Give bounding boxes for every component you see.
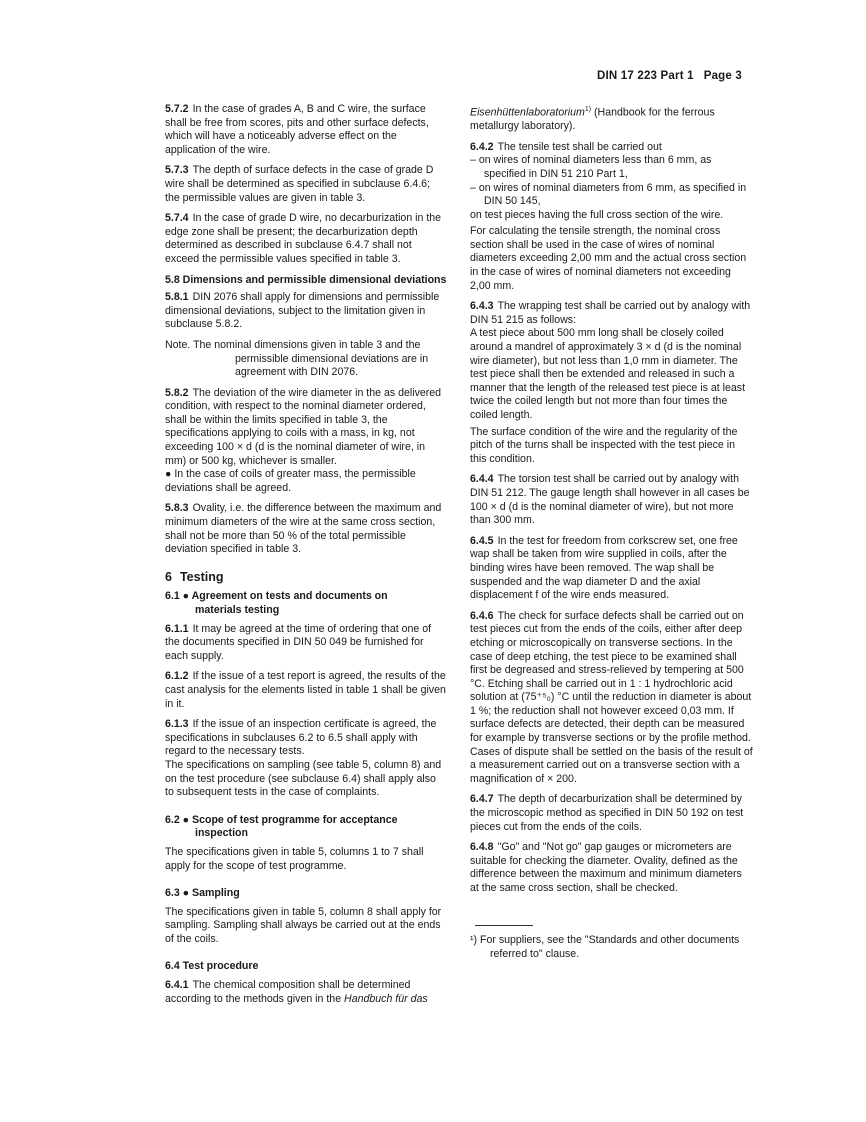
dash-item-1: – on wires of nominal diameters less than 6 mm, as specified in DIN 51 210 Part 1, <box>470 154 712 180</box>
heading-5-8: 5.8 Dimensions and permissible dimensional deviations <box>165 273 447 286</box>
document-number: DIN 17 223 Part 1 <box>596 70 694 82</box>
heading-6-1: 6.1 ● Agreement on tests and documents on materials testing <box>165 590 388 616</box>
clause-6-4-5: 6.4.5 In the test for freedom from corkscrew set, one free wap shall be taken from wire supplied in coils, after the binding wires have been removed. The wap shall be suspended and the wap diameter D and the axial displacement f of the wire ends measured. <box>470 534 738 602</box>
clause-6-4-6: 6.4.6 The check for surface defects shall be carried out on test pieces cut from the ends of the coils, either after deep etching or microscopically on transverse sections. In the case of deep etching, the test piece to be examined shall first be degreased and stress-relieved by tempering at 500 °C. Etching shall be carried out in 1 : 1 hydrochloric acid solution at (75⁺⁵₀) °C until the reduction in diameter is about 1 %; the reduction shall not however exceed 0,03 mm. If surface defects are detected, their depth can be measured for example by transverse sections or by the profile method. Cases of dispute shall be settled on the basis of the result of a measurement carried out on a transverse section with a magnification of × 200. <box>470 609 753 785</box>
clause-5-8-1: 5.8.1 DIN 2076 shall apply for dimensions and permissible dimensional deviations, subject to the limitation given in subclause 5.8.2. <box>165 291 440 331</box>
page-number: Page 3 <box>703 70 742 82</box>
dash-item-2: – on wires of nominal diameters from 6 mm, as specified in DIN 50 145, <box>470 181 747 208</box>
heading-6-4: 6.4 Test procedure <box>165 960 259 973</box>
section-6-heading: 6 Testing <box>165 569 224 584</box>
heading-6-3: 6.3 ● Sampling <box>165 887 240 900</box>
clause-5-8-3: 5.8.3 Ovality, i.e. the difference between the maximum and minimum diameters of the wire at the same cross section, shall not be more than 50 % of the total permissible deviation specified in table 3. <box>165 502 442 556</box>
clause-6-1-3: 6.1.3 If the issue of an inspection certificate is agreed, the specifications in subclauses 6.2 to 6.5 shall apply with regard to the necessary tests. <box>165 718 437 758</box>
clause-6-4-2-b: on test pieces having the full cross section of the wire. <box>470 208 724 221</box>
page-header <box>597 70 742 82</box>
note: Note. The nominal dimensions given in table 3 and the permissible dimensional deviations are in agreement with DIN 2076. <box>165 338 429 379</box>
clause-6-4-2: 6.4.2 The tensile test shall be carried out <box>470 140 662 153</box>
clause-6-4-1: 6.4.1 The chemical composition shall be determined according to the methods given in the Handbuch für das <box>165 979 428 1005</box>
clause-5-7-2: 5.7.2 In the case of grades A, B and C wire, the surface shall be free from scores, pits and other surface defects, which will have a noticeably adverse effect on the application of the wire. <box>165 103 429 156</box>
clause-6-4-2-c: For calculating the tensile strength, the nominal cross section shall be used in the case of wires of nominal diameters exceeding 2,00 mm and the actual cross section in the case of wires of nominal diameters not exceeding 2,00 mm. <box>470 225 747 292</box>
clause-6-2: The specifications given in table 5, columns 1 to 7 shall apply for the scope of test programme. <box>165 845 424 872</box>
clause-6-1-2: 6.1.2 If the issue of a test report is agreed, the results of the cast analysis for the elements listed in table 1 shall be given in it. <box>165 670 446 710</box>
clause-5-8-2-bullet: ● In the case of coils of greater mass, the permissible deviations shall be agreed. <box>165 468 416 494</box>
continuation: Eisenhüttenlaboratorium$^{1)}$ (Handbook for the ferrous metallurgy laboratory). <box>470 106 715 133</box>
heading-6-2: 6.2 ● Scope of test programme for acceptance inspection <box>165 813 398 840</box>
clause-6-3: The specifications given in table 5, column 8 shall apply for sampling. Sampling shall always be carried out at the ends of the coils. <box>165 905 442 945</box>
clause-5-8-2: 5.8.2 The deviation of the wire diameter in the as delivered condition, with respect to the nominal diameter ordered, shall be within the limits specified in table 3, the specifications applying to coils with a mass, in kg, not exceeding 100 × d (d is the nominal diameter of wire, in mm) or 500 kg, whichever is smaller. <box>165 386 442 467</box>
clause-6-4-4: 6.4.4 The torsion test shall be carried out by analogy with DIN 51 212. The gauge length shall however in all cases be 100 × d (d is the nominal diameter of wire), but not more than 300 mm. <box>470 473 750 527</box>
right-column <box>470 103 753 903</box>
clause-6-1-1: 6.1.1 It may be agreed at the time of ordering that one of the documents specified in DIN 50 049 be furnished for each supply. <box>165 622 432 662</box>
footnote-rule <box>475 925 533 926</box>
clause-6-1-3-b: The specifications on sampling (see table 5, column 8) and on the test procedure (see subclause 6.4) shall apply also to subsequent tests in the case of complaints. <box>165 758 442 799</box>
clause-5-7-3: 5.7.3 The depth of surface defects in the case of grade D wire shall be determined as specified in subclause 6.4.6; the permissible values are given in table 3. <box>165 164 434 204</box>
clause-6-4-8: 6.4.8 "Go" and "Not go" gap gauges or micrometers are suitable for checking the diameter. Ovality, defined as the difference between the maximum and minimum diameters at the same cross section, shall be checked. <box>470 841 742 894</box>
clause-6-4-7: 6.4.7 The depth of decarburization shall be determined by the microscopic method as specified in DIN 50 192 on test pieces cut from the ends of the coils. <box>470 793 744 833</box>
clause-6-4-3: 6.4.3 The wrapping test shall be carried out by analogy with DIN 51 215 as follows: <box>470 300 751 326</box>
clause-6-4-3-c: The surface condition of the wire and the regularity of the pitch of the turns shall be inspected with the test piece in this condition. <box>470 425 738 465</box>
left-column <box>165 103 447 1013</box>
footnote: ¹) For suppliers, see the "Standards and other documents referred to" clause. <box>470 934 740 960</box>
clause-6-4-3-b: A test piece about 500 mm long shall be closely coiled around a mandrel of approximately 3 × d (d is the nominal wire diameter), but not less than 1,0 mm in diameter. The test piece shall then be extended and released in such a manner that the length of the released test piece is at least twice the coiled length but not more than four times the coiled length. <box>470 327 746 421</box>
clause-5-7-4: 5.7.4 In the case of grade D wire, no decarburization in the edge zone shall be present; the decarburization depth determined as described in subclause 6.4.7 shall not exceed the permissible values specified in table 3. <box>165 212 442 265</box>
